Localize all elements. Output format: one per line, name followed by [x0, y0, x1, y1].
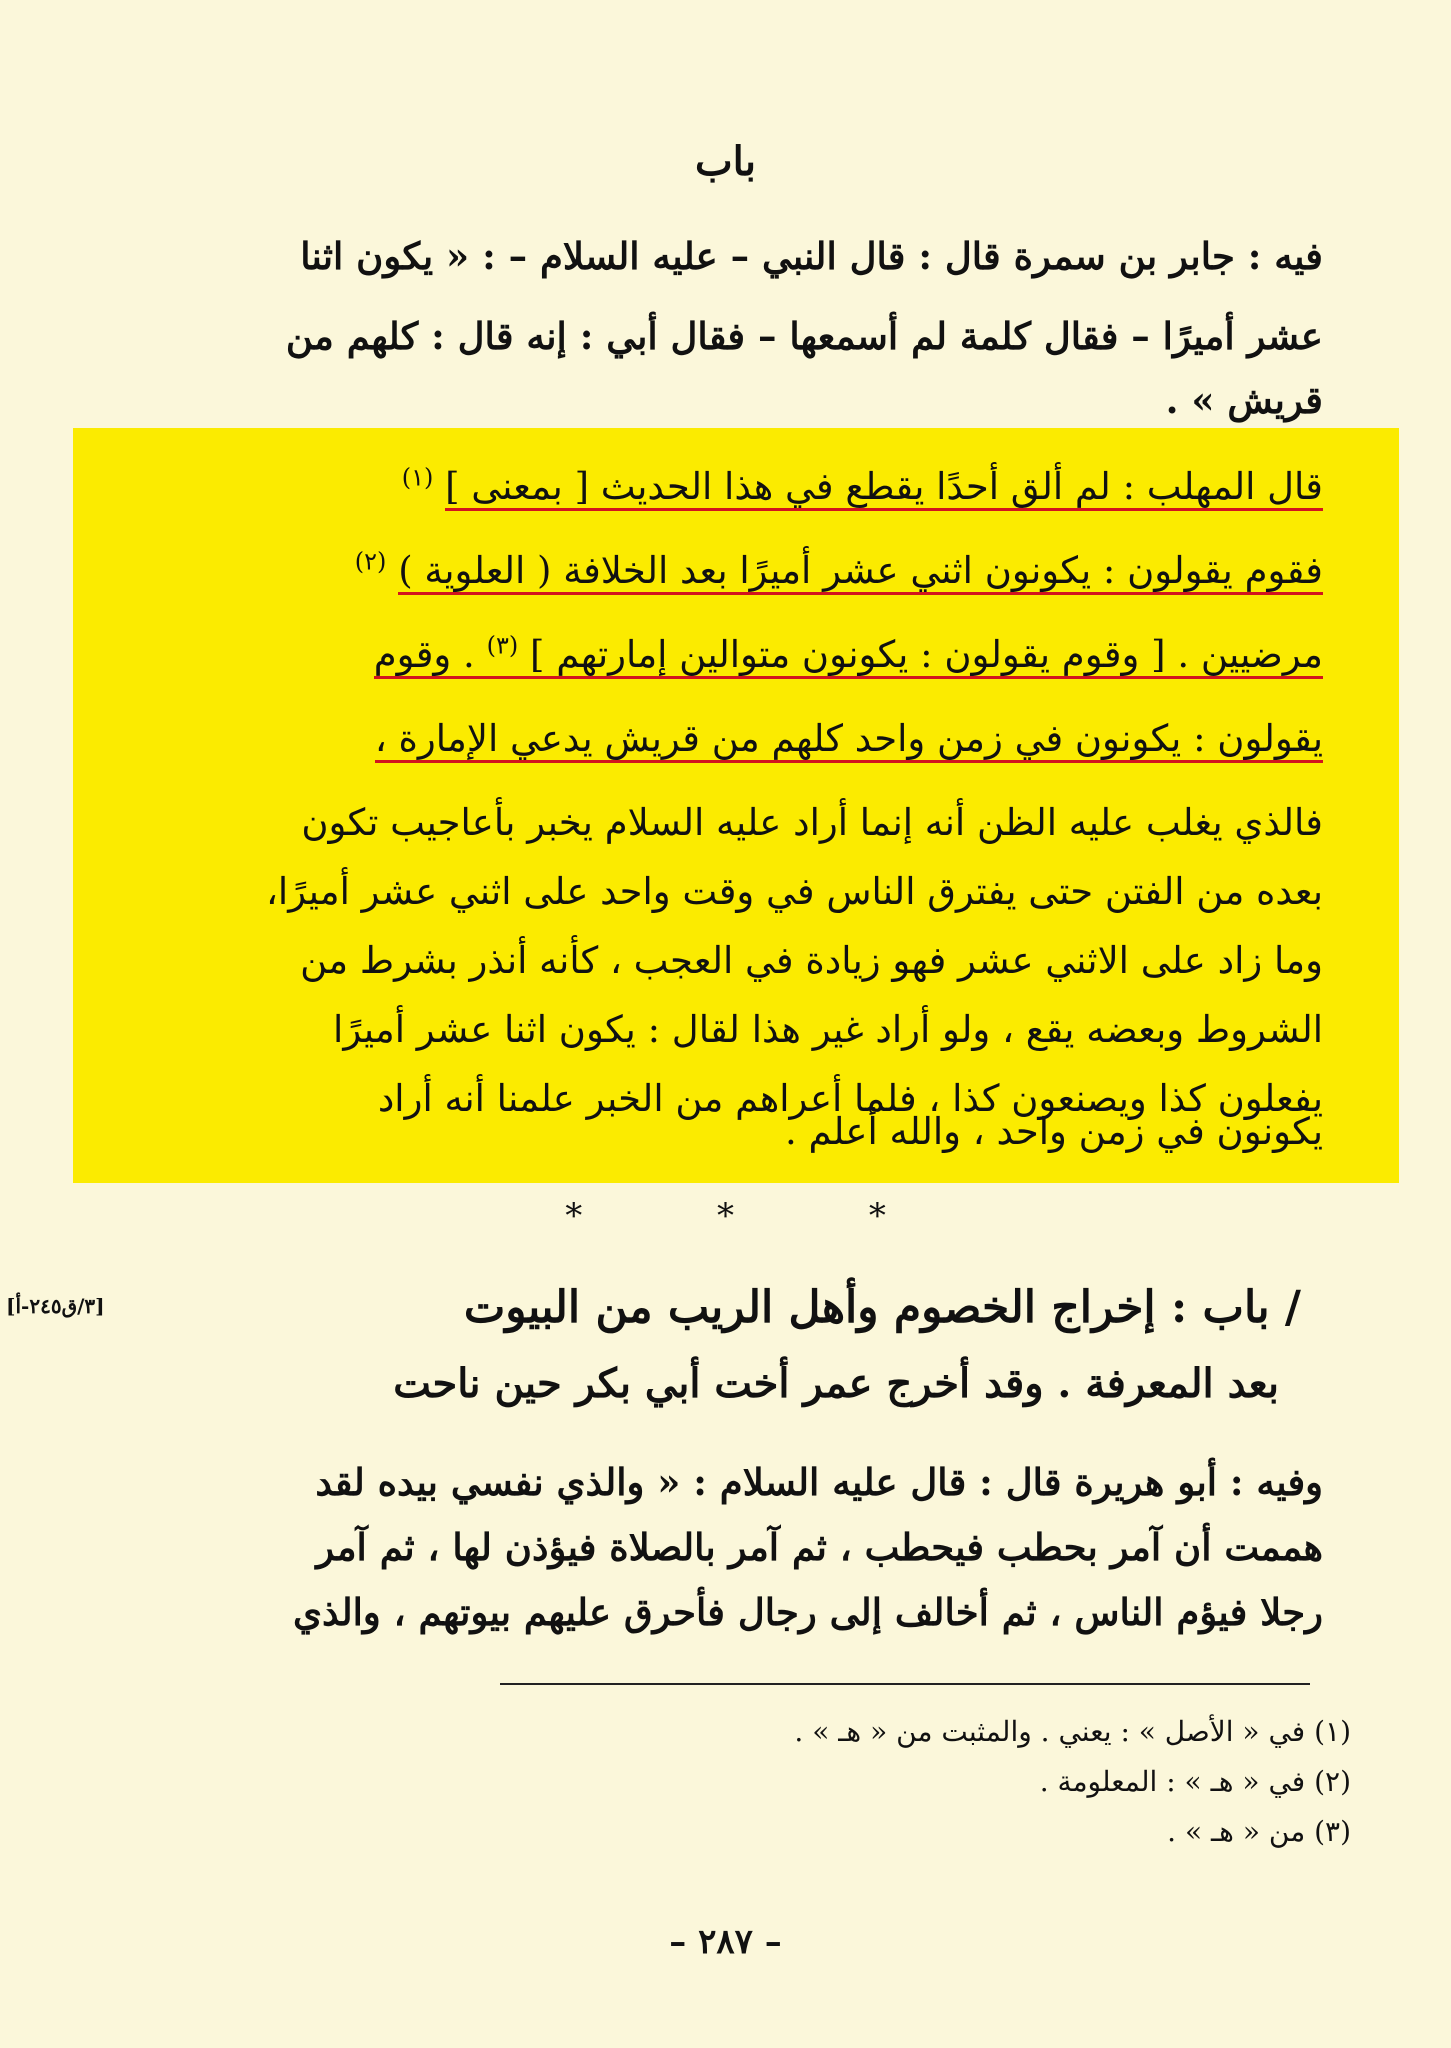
highlight-line-4	[118, 697, 1323, 781]
footnote-3: (٣) من « هـ » .	[1167, 1815, 1351, 1848]
highlight-line-1	[118, 445, 1323, 529]
highlight-line-8: الشروط وبعضه يقع ، ولو أراد غير هذا لقال : يكون اثنا عشر أميرًا	[333, 1008, 1323, 1051]
highlight-line-10: يكونون في زمن واحد ، والله أعلم .	[784, 1110, 1323, 1153]
intro-line-2: عشر أميرًا – فقال كلمة لم أسمعها – فقال أبي : إنه قال : كلهم من	[285, 314, 1323, 358]
separator-star-3: *	[868, 1196, 886, 1236]
highlight-line-3	[118, 613, 1323, 697]
highlight-line-6: بعده من الفتن حتى يفترق الناس في وقت واحد على اثني عشر أميرًا،	[265, 870, 1323, 913]
footnote-marker-2: (٢)	[354, 547, 387, 576]
underlined-text-3	[374, 633, 1323, 679]
highlight-line-7: وما زاد على الاثني عشر فهو زيادة في العجب ، كأنه أنذر بشرط من	[300, 939, 1323, 982]
highlight-line-9: يفعلون كذا ويصنعون كذا ، فلما أعراهم من الخبر علمنا أنه أراد	[377, 1077, 1323, 1120]
underlined-text-3b: . وقوم	[373, 633, 475, 676]
section-subtitle: بعد المعرفة . وقد أخرج عمر أخت أبي بكر حين ناحت	[393, 1360, 1279, 1407]
footnote-divider	[500, 1683, 1310, 1685]
section-separator	[0, 1196, 1451, 1236]
page-number: – ٢٨٧ –	[669, 1922, 782, 1962]
highlight-line-2	[118, 529, 1323, 613]
separator-star-1: *	[565, 1196, 583, 1236]
footnote-marker-1: (١)	[401, 463, 434, 492]
underlined-text-2: فقوم يقولون : يكونون اثني عشر أميرًا بعد الخلافة ( العلوية )	[398, 549, 1323, 595]
section2-line-3: رجلا فيؤم الناس ، ثم أخالف إلى رجال فأحرق عليهم بيوتهم ، والذي	[292, 1590, 1323, 1634]
footnote-marker-3: (٣)	[486, 631, 519, 660]
footnote-1: (١) في « الأصل » : يعني . والمثبت من « هـ » .	[794, 1715, 1351, 1748]
manuscript-folio-reference: [٣/ق٢٤٥-أ]	[6, 1294, 105, 1318]
chapter-heading: باب	[695, 138, 756, 185]
underlined-text-3a: مرضيين . [ وقوم يقولون : يكونون متوالين إمارتهم ]	[530, 633, 1323, 676]
intro-line-1: فيه : جابر بن سمرة قال : قال النبي – عليه السلام – : « يكون اثنا	[300, 234, 1323, 278]
underlined-text-4: يقولون : يكونون في زمن واحد كلهم من قريش يدعي الإمارة ،	[375, 717, 1323, 763]
footnote-2: (٢) في « هـ » : المعلومة .	[1039, 1765, 1351, 1798]
section2-line-2: هممت أن آمر بحطب فيحطب ، ثم آمر بالصلاة فيؤذن لها ، ثم آمر	[316, 1525, 1323, 1569]
separator-star-2: *	[717, 1196, 734, 1236]
intro-line-3: قريش » .	[1165, 378, 1323, 422]
section-title: / باب : إخراج الخصوم وأهل الريب من البيوت	[463, 1282, 1301, 1333]
section2-line-1: وفيه : أبو هريرة قال : قال عليه السلام : « والذي نفسي بيده لقد	[315, 1460, 1323, 1504]
highlight-line-5: فالذي يغلب عليه الظن أنه إنما أراد عليه السلام يخبر بأعاجيب تكون	[301, 801, 1323, 844]
underlined-text-1: قال المهلب : لم ألق أحدًا يقطع في هذا الحديث [ بمعنى ]	[445, 465, 1323, 511]
